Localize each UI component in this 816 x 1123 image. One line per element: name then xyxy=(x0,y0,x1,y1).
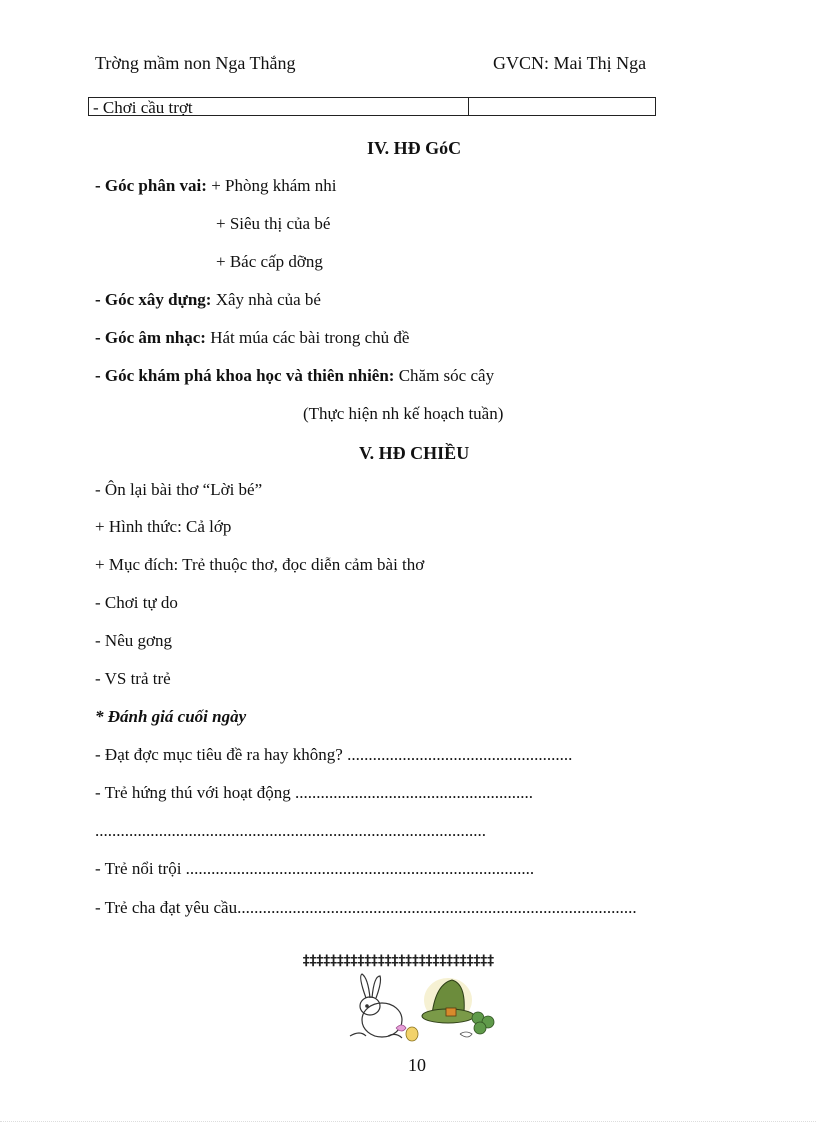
role-play-line xyxy=(95,177,336,194)
bunny-and-hat-clipart-icon xyxy=(340,970,500,1050)
afternoon-line-2: + Hình thức: Cả lớp xyxy=(95,517,232,536)
music-text: Hát múa các bài trong chủ đề xyxy=(205,328,410,347)
science-line xyxy=(95,367,494,384)
role-play-item-2: + Siêu thị của bé xyxy=(216,214,331,233)
header-teacher: GVCN: Mai Thị Nga xyxy=(493,53,647,73)
building-text: Xây nhà của bé xyxy=(211,290,321,309)
building-line xyxy=(95,291,321,308)
role-play-item-1: + Phòng khám nhi xyxy=(206,176,337,195)
activity-table-row xyxy=(88,97,656,116)
evaluation-line-2: - Trẻ hứng thú với hoạt động ........................................................ xyxy=(95,783,534,802)
evaluation-line-4: - Trẻ nổi trội .................................................................................. xyxy=(95,859,535,878)
music-line xyxy=(95,329,409,346)
afternoon-line-3: + Mục đích: Trẻ thuộc thơ, đọc diễn cảm bài thơ xyxy=(95,555,425,574)
evaluation-line-5: - Trẻ cha đạt yêu cầu.............................................................................................. xyxy=(95,898,637,917)
role-play-item-3: + Bác cấp dỡng xyxy=(216,252,323,271)
music-label: - Góc âm nhạc: xyxy=(95,328,206,347)
building-label: - Góc xây dựng: xyxy=(95,290,212,309)
page-number: 10 xyxy=(408,1055,426,1075)
section-5-title: V. HĐ CHIỀU xyxy=(359,443,470,463)
afternoon-line-1: - Ôn lại bài thơ “Lời bé” xyxy=(95,480,263,499)
role-play-label: - Góc phân vai: xyxy=(95,176,207,195)
science-label: - Góc khám phá khoa học và thiên nhiên: xyxy=(95,366,395,385)
science-text: Chăm sóc cây xyxy=(394,366,495,385)
evaluation-line-3: ............................................................................................ xyxy=(95,821,486,840)
plan-note: (Thực hiện nh kế hoạch tuần) xyxy=(303,404,504,423)
table-cell-empty xyxy=(469,98,655,115)
page-bottom-rule xyxy=(0,1121,816,1122)
table-cell-activity: - Chơi cầu trợt xyxy=(89,98,469,115)
afternoon-line-4: - Chơi tự do xyxy=(95,593,178,612)
afternoon-line-6: - VS trả trẻ xyxy=(95,669,171,688)
evaluation-title: * Đánh giá cuối ngày xyxy=(95,707,247,726)
header-school: Trờng mầm non Nga Thắng xyxy=(95,53,296,73)
evaluation-line-1: - Đạt đợc mục tiêu đề ra hay không? ..................................................... xyxy=(95,745,573,764)
decorative-divider: ‡‡‡‡‡‡‡‡‡‡‡‡‡‡‡‡‡‡‡‡‡‡‡‡‡‡‡‡ xyxy=(302,953,494,969)
afternoon-line-5: - Nêu gơng xyxy=(95,631,172,650)
section-4-title: IV. HĐ GóC xyxy=(367,138,462,158)
